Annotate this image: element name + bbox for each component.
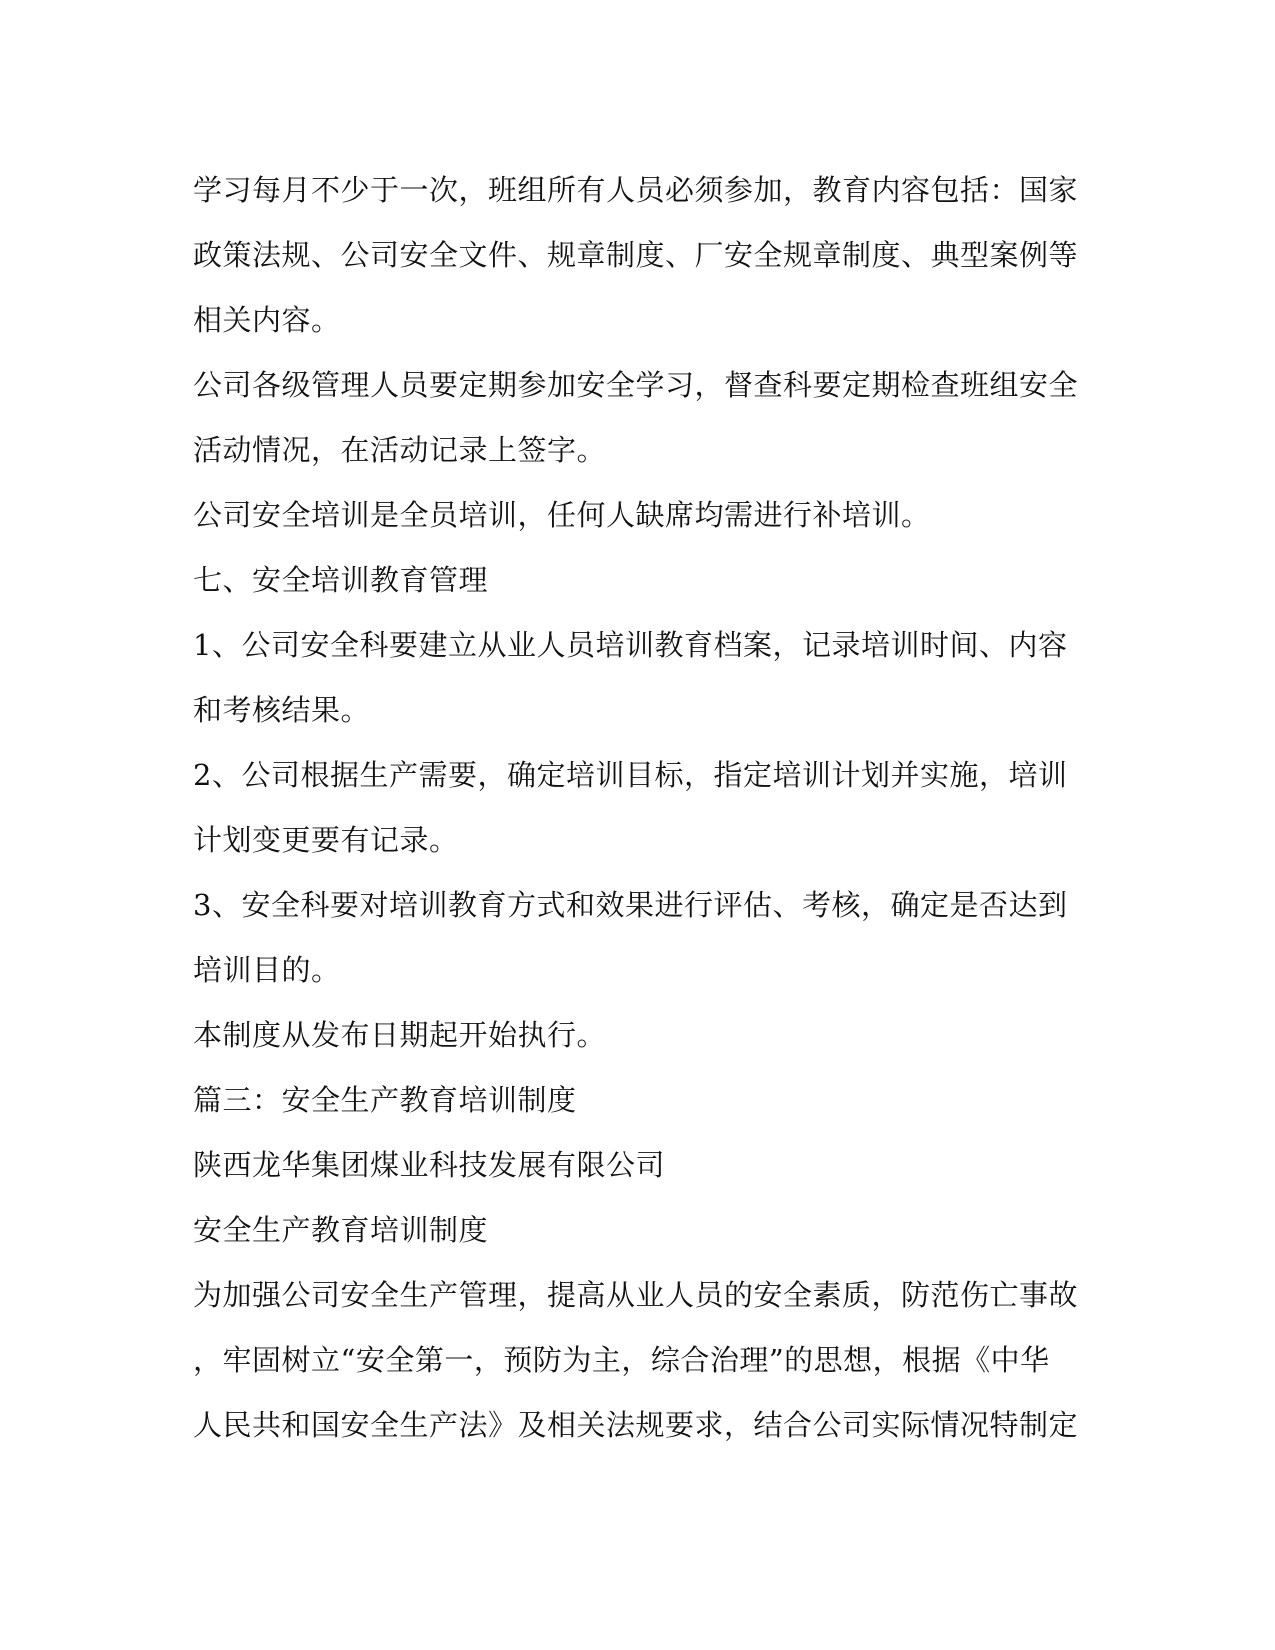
list-item-1: 1、公司安全科要建立从业人员培训教育档案，记录培训时间、内容 bbox=[193, 628, 1068, 662]
text-line: 政策法规、公司安全文件、规章制度、厂安全规章制度、典型案例等 bbox=[193, 238, 1079, 272]
chapter-heading: 篇三：安全生产教育培训制度 bbox=[193, 1083, 577, 1117]
document-title: 安全生产教育培训制度 bbox=[193, 1213, 489, 1247]
text-line: 活动情况，在活动记录上签字。 bbox=[193, 433, 607, 467]
list-item-3-continued: 培训目的。 bbox=[193, 953, 341, 987]
text-line: ，牢固树立“安全第一，预防为主，综合治理”的思想，根据《中华 bbox=[193, 1343, 1050, 1377]
list-item-2: 2、公司根据生产需要，确定培训目标，指定培训计划并实施，培训 bbox=[193, 758, 1068, 792]
text-line: 为加强公司安全生产管理，提高从业人员的安全素质，防范伤亡事故 bbox=[193, 1278, 1079, 1312]
text-line: 公司各级管理人员要定期参加安全学习，督查科要定期检查班组安全 bbox=[193, 368, 1079, 402]
section-heading: 七、安全培训教育管理 bbox=[193, 563, 489, 597]
company-name: 陕西龙华集团煤业科技发展有限公司 bbox=[193, 1148, 666, 1182]
text-line: 学习每月不少于一次，班组所有人员必须参加，教育内容包括：国家 bbox=[193, 173, 1079, 207]
document-body bbox=[193, 158, 1079, 1458]
text-line: 人民共和国安全生产法》及相关法规要求，结合公司实际情况特制定 bbox=[193, 1408, 1079, 1442]
list-item-3: 3、安全科要对培训教育方式和效果进行评估、考核，确定是否达到 bbox=[193, 888, 1068, 922]
list-item-2-continued: 计划变更要有记录。 bbox=[193, 823, 459, 857]
text-line: 公司安全培训是全员培训，任何人缺席均需进行补培训。 bbox=[193, 498, 931, 532]
list-item-1-continued: 和考核结果。 bbox=[193, 693, 371, 727]
text-line: 本制度从发布日期起开始执行。 bbox=[193, 1018, 607, 1052]
text-line: 相关内容。 bbox=[193, 303, 341, 337]
